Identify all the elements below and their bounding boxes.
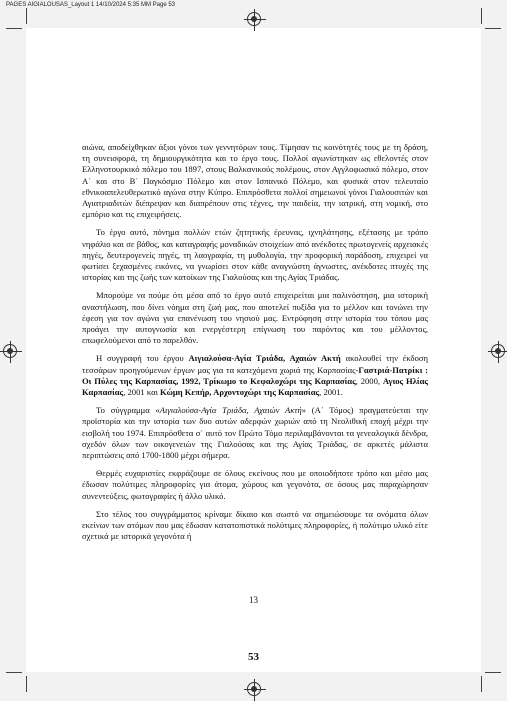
layout-page-number: 53	[248, 651, 259, 663]
registration-mark-icon	[247, 12, 261, 26]
print-slug: PAGES AIGIALOUSAS_Layout 1 14/10/2024 5:35 MM Page 53	[6, 2, 175, 8]
paragraph: Στο τέλος του συγγράμματος κρίναμε δίκαιο και σωστό να σημειώσουμε τα ονόματα όλων εκείνων των ατόμων που μας έδωσαν κατατοπιστικά πολύτιμες πληροφορίες, ή πολύτιμο υλικό είτε σχετικά με ιστορικά γεγονότα ή	[82, 508, 428, 542]
crop-mark	[485, 672, 501, 673]
crop-mark	[6, 28, 22, 29]
paragraph: Θερμές ευχαριστίες εκφράζουμε σε όλους εκείνους που με οποιοδήποτε τρόπο και μέσο μας έδωσαν πολύτιμες πληροφορίες για άτομα, χώρους και γεγονότα, σε όσους μας παραχώρησαν συνεντεύξεις, φωτογραφίες ή άλλο υλικό.	[82, 468, 428, 501]
paragraph: Το έργο αυτό, πόνημα πολλών ετών ζητητικής έρευνας, ιχνηλάτησης, εξέτασης με τρόπο νηφάλιο και σε βάθος, και καταγραφής μοναδικών στοιχείων από ανέκδοτες πρωτογενείς αρχειακές πηγές, δευτερογενείς πηγές, τη λαογραφία, τη μυθολογία, την προφορική παράδοση, επιχειρεί να φωτίσει ξεχασμένες εικόνες, να γνωρίσει στον κάθε αναγνώστη άγνωστες, ανέκδοτες πτυχές της ιστορίας και της ζωής των κατοίκων της Γιαλούσας και της Αγίας Τριάδας.	[82, 227, 428, 283]
crop-mark	[481, 676, 482, 692]
crop-mark	[485, 28, 501, 29]
registration-mark-icon	[247, 682, 261, 696]
crop-mark	[481, 8, 482, 24]
page-number: 13	[249, 595, 258, 605]
crop-mark	[26, 676, 27, 692]
paragraph: αιώνα, αποδείχθηκαν άξιοι γόνοι των γεννητόρων τους. Τίμησαν τις κοινότητές τους με τη δράση, τη συνεισφορά, τη δημιουργικότητα και το έργο τους. Πολλοί αγωνίστηκαν ως εθελοντές στον Ελληνοτουρκικό πόλεμο του 1897, στους Βαλκανικούς πολέμους, στον Αγγλοφωσικό πόλεμο, στον Α΄ και στο Β΄ Παγκόσμιο Πόλεμο και στον Ισπανικό Πόλεμο, και φυσικά στον τελευταίο εθνικοαπελευθερωτικό αγώνα στην Κύπρο. Επιπρόσθετα πολλοί σημειωνοί γόνοι Γιαλουσιτών και Αγιατριαδιτών διέπρεψαν και διαπρέπουν στις τέχνες, την παιδεία, την ιατρική, στη νομική, στο εμπόριο και τις επιχειρήσεις.	[82, 142, 428, 220]
registration-mark-icon	[491, 344, 505, 358]
crop-mark	[6, 672, 22, 673]
paragraph: Μπορούμε να πούμε ότι μέσα από το έργο αυτό επιχειρείται μια παλινόστηση, μια ιστορική αναστήλωση, που δίνει νόημα στη ζωή μας, που αποτελεί πυξίδα για το μέλλον και τονώνει την έφεση για τον αγώνα για επανένωση του νησιού μας. Εντρύφηση στην ιστορία του τόπου μας προάγει την αυτογνωσία και ενεργέστερη επίγνωση του παρόντος και του μέλλοντος, επωφελούμενοι από το παρελθόν.	[82, 290, 428, 346]
body-text	[82, 142, 428, 550]
paragraph-volume: Το σύγγραμμα «Αιγιαλούσα-Αγία Τριάδα, Αχαιών Ακτή» (Α΄ Τόμος) πραγματεύεται την προϊστορία και την ιστορία των δυο αυτών αδερφών χωριών από τη Νεολιθική εποχή μέχρι την εισβολή του 1974. Επιπρόσθετα σ΄ αυτό τον Πρώτο Τόμο περιλαμβάνονται τα γενεαλογικά δένδρα, σχεδόν όλων των οικογενειών της Γιαλούσας και της Αγίας Τριάδας, σε αρκετές μάλιστα περιπτώσεις από 1700-1800 μέχρι σήμερα.	[82, 405, 429, 461]
registration-mark-icon	[3, 344, 17, 358]
crop-mark	[26, 8, 27, 24]
paragraph-previous-works: Η συγγραφή του έργου Αιγιαλούσα-Αγία Τριάδα, Αχαιών Ακτή ακολουθεί την έκδοση τεσσάρων προηγούμενων έργων μας για τα κατεχόμενα χωριά της Καρπασίας-Γαστριά-Πατρίκι : Οι Πύλες της Καρπασίας, 1992, Τρίκωμο το Κεφαλοχώρι της Καρπασίας, 2000, Αγιος Ηλίας Καρπασίας, 2001 και Κώμη Κεπήρ, Αρχοντοχώρι της Καρπασίας, 2001.	[82, 353, 429, 398]
